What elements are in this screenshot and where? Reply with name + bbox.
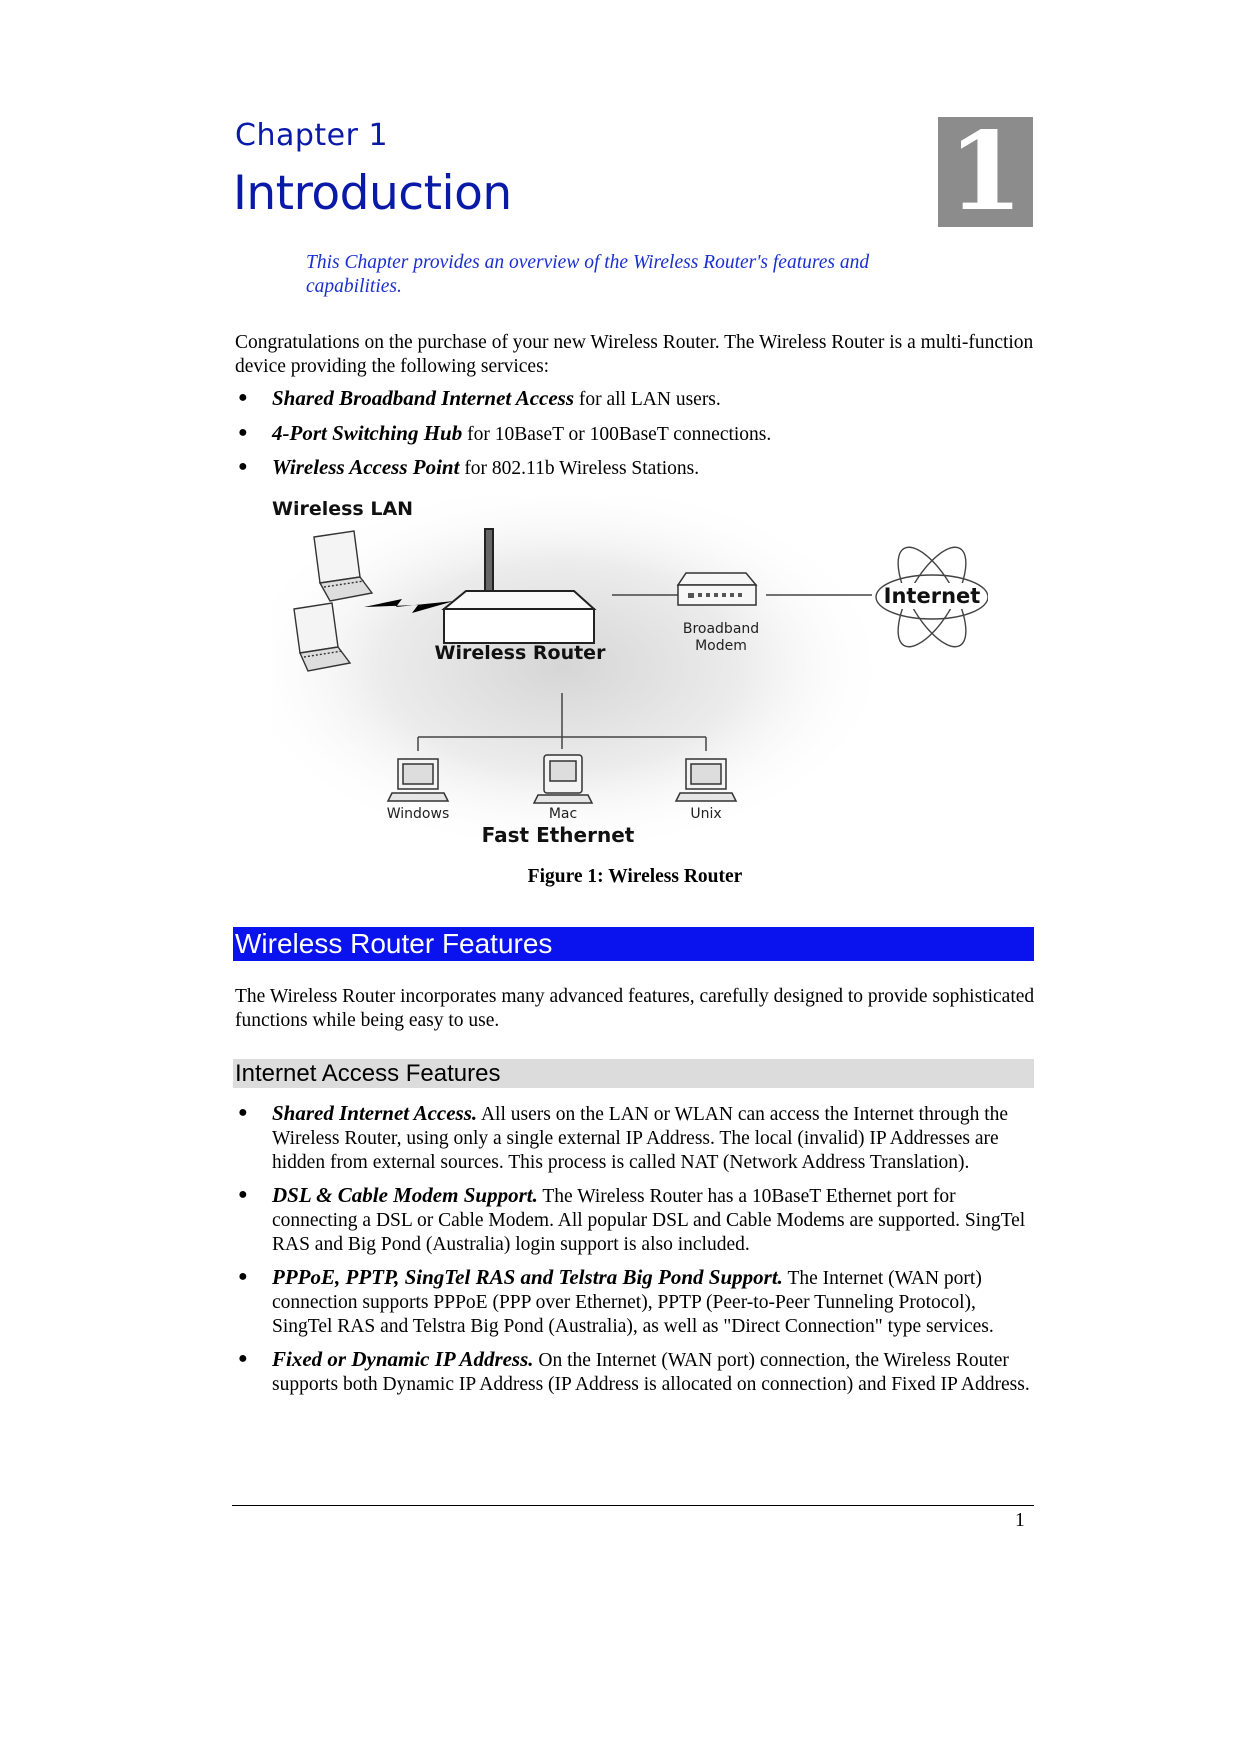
list-item: [235, 1265, 1035, 1339]
bullet-icon: ●: [238, 1186, 248, 1203]
unix-label: Unix: [690, 806, 722, 822]
item-lead: Wireless Access Point: [272, 455, 460, 479]
bullet-icon: ●: [238, 1104, 248, 1121]
fast-ethernet-label: Fast Ethernet: [481, 823, 635, 847]
list-item: [235, 421, 1035, 447]
item-lead: Shared Broadband Internet Access: [272, 386, 575, 410]
list-item: [235, 455, 1035, 481]
internet-label: Internet: [883, 584, 981, 608]
item-text: All users on the LAN or WLAN can access the Internet through the Wireless Router, using only a single external IP Address. The local (invalid) IP Addresses are hidden from external sources. This process is called NAT (Network Address Translation).: [272, 1104, 1009, 1173]
item-text: The Wireless Router has a 10BaseT Ethernet port for connecting a DSL or Cable Modem. All popular DSL and Cable Modems are supported. SingTel RAS and Big Pond (Australia) login support is also included.: [272, 1186, 1026, 1255]
footer-rule: [232, 1505, 1034, 1506]
bullet-icon: ●: [238, 1268, 248, 1285]
chapter-label: Chapter 1: [235, 118, 389, 153]
item-lead: Fixed or Dynamic IP Address.: [272, 1347, 534, 1371]
item-lead: DSL & Cable Modem Support.: [272, 1183, 538, 1207]
subsection-heading: Internet Access Features: [233, 1059, 1034, 1088]
chapter-title: Introduction: [233, 166, 512, 221]
bullet-icon: ●: [238, 458, 248, 475]
internet-features-list: [235, 1101, 1035, 1405]
item-text: for 10BaseT or 100BaseT connections.: [462, 423, 772, 445]
chapter-number-badge: 1: [938, 117, 1033, 227]
intro-paragraph: Congratulations on the purchase of your new Wireless Router. The Wireless Router is a multi-function device providing the following services:: [235, 332, 1034, 377]
bullet-icon: ●: [238, 1350, 248, 1367]
list-item: [235, 1183, 1035, 1257]
list-item: [235, 1101, 1035, 1175]
list-item: [235, 1347, 1035, 1397]
item-lead: PPPoE, PPTP, SingTel RAS and Telstra Big Pond Support.: [272, 1265, 783, 1289]
item-text: for all LAN users.: [574, 389, 721, 410]
windows-label: Windows: [386, 806, 450, 822]
bullet-icon: ●: [238, 389, 248, 406]
services-list: [235, 386, 1035, 490]
item-lead: 4-Port Switching Hub: [272, 420, 463, 445]
wireless-lan-label: Wireless LAN: [272, 498, 414, 520]
item-text: The Internet (WAN port) connection supports PPPoE (PPP over Ethernet), PPTP (Peer-to-Peer Tunneling Protocol), SingTel RAS and Telstra Big Pond (Australia), as well as "Direct Connection" type services.: [272, 1268, 994, 1337]
modem-icon: [678, 573, 756, 605]
bullet-icon: ●: [238, 423, 248, 441]
network-diagram: [272, 497, 988, 853]
page-number: 1: [1015, 1510, 1025, 1531]
figure-caption: Figure 1: Wireless Router: [527, 866, 743, 887]
modem-label: Modem: [695, 638, 747, 654]
item-lead: Shared Internet Access.: [272, 1101, 478, 1125]
item-text: for 802.11b Wireless Stations.: [459, 458, 700, 479]
item-text: On the Internet (WAN port) connection, the Wireless Router supports both Dynamic IP Address (IP Address is allocated on connection) and Fixed IP Address.: [272, 1350, 1030, 1395]
mac-label: Mac: [548, 806, 578, 822]
list-item: [235, 386, 1035, 412]
chapter-summary: This Chapter provides an overview of the Wireless Router's features and capabilities.: [306, 252, 870, 297]
wireless-router-label: Wireless Router: [434, 642, 606, 664]
features-paragraph: The Wireless Router incorporates many advanced features, carefully designed to provide sophisticated functions while being easy to use.: [235, 986, 1035, 1031]
broadband-label: Broadband: [682, 621, 760, 637]
section-heading: Wireless Router Features: [233, 927, 1034, 961]
